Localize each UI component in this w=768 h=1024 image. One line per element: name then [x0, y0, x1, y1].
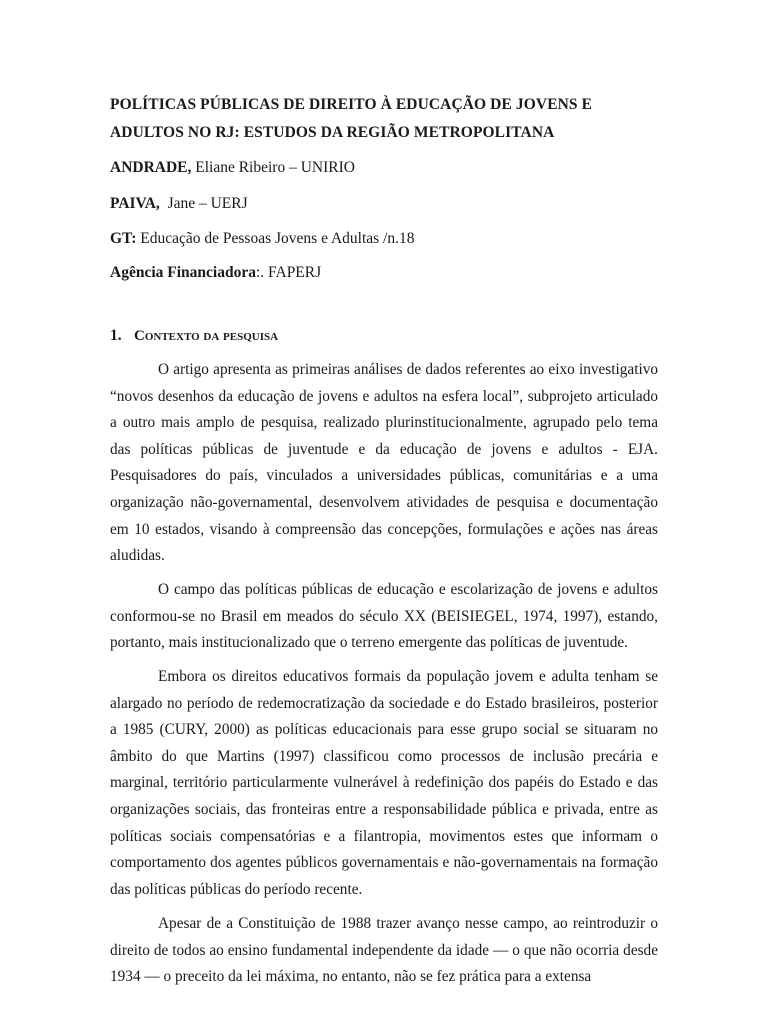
author-surname: ANDRADE,	[110, 159, 192, 176]
author-details: Eliane Ribeiro – UNIRIO	[191, 159, 355, 176]
paragraph-1	[110, 357, 658, 570]
paragraph-text: Apesar de a Constituição de 1988 trazer avanço nesse campo, ao reintroduzir o direito de todos ao ensino fundamental independente da idade — o que não ocorria desde 1934 — o preceito da lei máxima, no entanto, não se fez prática para a extensa	[110, 915, 658, 986]
gt-label: GT:	[110, 230, 137, 247]
title-line-2: ADULTOS NO RJ: ESTUDOS DA REGIÃO METROPOLITANA	[110, 124, 555, 141]
funding-agency	[110, 264, 321, 282]
working-group	[110, 230, 415, 248]
gt-value: Educação de Pessoas Jovens e Adultas /n.18	[136, 230, 415, 247]
paragraph-4	[110, 911, 658, 991]
paragraph-2	[110, 577, 658, 657]
paragraph-text: O artigo apresenta as primeiras análises de dados referentes ao eixo investigativo “novos desenhos da educação de jovens e adultos na esfera local”, subprojeto articulado a outro mais amplo de pesquisa, realizado plurinstitucionalmente, agrupado pelo tema das políticas públicas de juventude e da educação de jovens e adultos - EJA. Pesquisadores do país, vinculados a universidades públicas, comunitárias e a uma organização não-governamental, desenvolvem atividades de pesquisa e documentação em 10 estados, visando à compreensão das concepções, formulações e ações nas áreas aludidas.	[110, 361, 658, 565]
document-page	[110, 0, 658, 1024]
author-andrade	[110, 159, 355, 177]
section-title: Contexto da pesquisa	[134, 328, 279, 344]
paragraph-text: O campo das políticas públicas de educação e escolarização de jovens e adultos conformou-se no Brasil em meados do século XX (BEISIEGEL, 1974, 1997), estando, portanto, mais institucionalizado que o terreno emergente das políticas de juventude.	[110, 581, 658, 652]
author-paiva	[110, 195, 248, 213]
section-number: 1.	[110, 327, 122, 344]
title-line-1: POLÍTICAS PÚBLICAS DE DIREITO À EDUCAÇÃO DE JOVENS E	[110, 96, 593, 113]
section-heading	[110, 327, 278, 345]
paragraph-3	[110, 664, 658, 903]
paragraph-text: Embora os direitos educativos formais da população jovem e adulta tenham se alargado no período de redemocratização da sociedade e do Estado brasileiros, posterior a 1985 (CURY, 2000) as políticas educacionais para esse grupo social se situaram no âmbito do que Martins (1997) classificou como processos de inclusão precária e marginal, território particularmente vulnerável à redefinição dos papéis do Estado e das organizações sociais, das fronteiras entre a responsabilidade pública e privada, entre as políticas sociais compensatórias e a filantropia, movimentos estes que informam o comportamento dos agentes públicos governamentais e não-governamentais na formação das políticas públicas do período recente.	[110, 668, 658, 898]
author-surname: PAIVA,	[110, 195, 160, 212]
agency-label: Agência Financiadora	[110, 264, 256, 281]
agency-value: :. FAPERJ	[255, 264, 322, 281]
author-details: Jane – UERJ	[159, 195, 248, 212]
